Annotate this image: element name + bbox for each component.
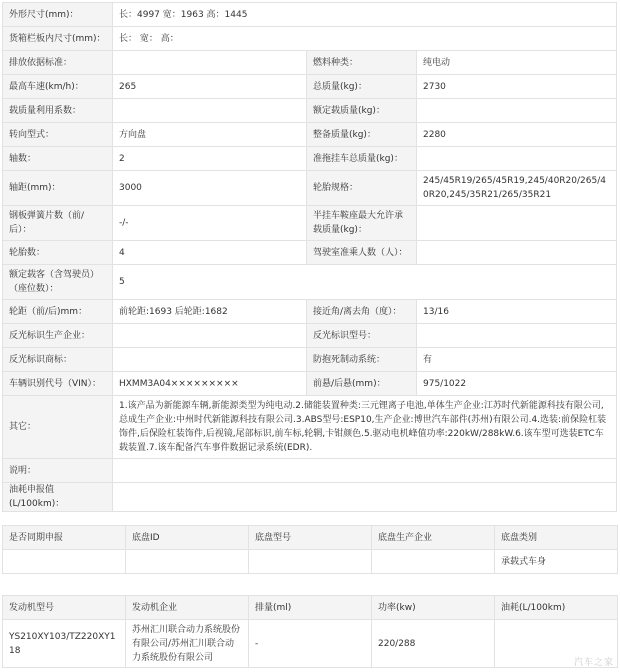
spec-row	[3, 27, 617, 51]
overhang-label: 前悬/后悬(mm)：	[307, 372, 417, 396]
fuel-value: 纯电动	[417, 51, 617, 75]
chassis-cell	[126, 550, 249, 574]
axles-value: 2	[113, 147, 307, 171]
engine-header: 排量(ml)	[249, 596, 372, 620]
tyre-label: 轮胎规格：	[307, 171, 417, 206]
engine-cell: -	[249, 620, 372, 668]
spring-value: -/-	[113, 206, 307, 241]
chassis-header: 底盘型号	[249, 526, 372, 550]
chassis-cell	[372, 550, 495, 574]
reflector-model-label: 反光标识型号：	[307, 324, 417, 348]
total-mass-label: 总质量(kg)：	[307, 75, 417, 99]
engine-header: 油耗(L/100km)	[495, 596, 618, 620]
axles-label: 轴数：	[3, 147, 113, 171]
chassis-table	[2, 525, 618, 574]
load-util-value	[113, 99, 307, 123]
chassis-cell: 承载式车身	[495, 550, 618, 574]
engine-header: 发动机型号	[3, 596, 126, 620]
curb-mass-value: 2280	[417, 123, 617, 147]
overhang-value: 975/1022	[417, 372, 617, 396]
chassis-header: 底盘ID	[126, 526, 249, 550]
rated-load-label: 额定载质量(kg)：	[307, 99, 417, 123]
spec-row	[3, 206, 617, 241]
cargo-value: 长： 宽： 高：	[113, 27, 617, 51]
engine-cell: YS210XY103/TZ220XY118	[3, 620, 126, 668]
load-util-label: 载质量利用系数：	[3, 99, 113, 123]
fuel-consumption-value	[113, 483, 617, 512]
spec-row	[3, 372, 617, 396]
fuel-consumption-label: 油耗申报值(L/100km)：	[3, 483, 113, 512]
chassis-header: 底盘生产企业	[372, 526, 495, 550]
reflector-maker-value	[113, 324, 307, 348]
cargo-label: 货箱栏板内尺寸(mm)：	[3, 27, 113, 51]
spec-row	[3, 241, 617, 265]
other-value: 1.该产品为新能源车辆,新能源类型为纯电动.2.储能装置种类:三元锂离子电池,单体生产企业:江苏时代新能源科技有限公司,总成生产企业:中州时代新能源科技有限公司.3.ABS型号:ESP10,生产企业:博世汽车部件(苏州)有限公司.4.选装:前保险杠装饰件,后保险杠装饰件,后视镜,尾部标识,前车标,轮辋,卡钳颜色.5.驱动电机峰值功率:220kW/288kW.6.该车型可选装ETC车载装置.7.该车配备汽车事件数据记录系统(EDR).	[113, 396, 617, 459]
approach-label: 接近角/离去角（度）：	[307, 300, 417, 324]
watermark-logo: 汽车之家	[573, 658, 614, 668]
max-speed-value: 265	[113, 75, 307, 99]
spec-row	[3, 348, 617, 372]
rated-passengers-label: 额定载客（含驾驶员）（座位数）：	[3, 265, 113, 300]
spring-label: 钢板弹簧片数（前/后）：	[3, 206, 113, 241]
engine-cell: 苏州汇川联合动力系统股份有限公司/苏州汇川联合动力系统股份有限公司	[126, 620, 249, 668]
rated-passengers-value: 5	[113, 265, 617, 300]
abs-label: 防抱死制动系统：	[307, 348, 417, 372]
spec-row	[3, 3, 617, 27]
engine-header-row	[3, 596, 618, 620]
spec-row	[3, 483, 617, 512]
wheelbase-label: 轴距(mm)：	[3, 171, 113, 206]
dimensions-label: 外形尺寸(mm)：	[3, 3, 113, 27]
chassis-cell	[249, 550, 372, 574]
saddle-label: 半挂车鞍座最大允许承载质量(kg)：	[307, 206, 417, 241]
saddle-value	[417, 206, 617, 241]
remark-value	[113, 459, 617, 483]
reflector-model-value	[417, 324, 617, 348]
spec-row	[3, 459, 617, 483]
engine-header: 发动机企业	[126, 596, 249, 620]
steering-label: 转向型式：	[3, 123, 113, 147]
chassis-cell	[3, 550, 126, 574]
engine-table	[2, 595, 618, 668]
spec-row	[3, 75, 617, 99]
trailer-mass-label: 准拖挂车总质量(kg)：	[307, 147, 417, 171]
curb-mass-label: 整备质量(kg)：	[307, 123, 417, 147]
total-mass-value: 2730	[417, 75, 617, 99]
tyre-value: 245/45R19/265/45R19,245/40R20/265/40R20,245/35R21/265/35R21	[417, 171, 617, 206]
vehicle-spec-table	[2, 2, 617, 512]
tyres-count-label: 轮胎数：	[3, 241, 113, 265]
engine-header: 功率(kw)	[372, 596, 495, 620]
rated-load-value	[417, 99, 617, 123]
cab-seats-label: 驾驶室准乘人数（人）：	[307, 241, 417, 265]
cab-seats-value	[417, 241, 617, 265]
fuel-label: 燃料种类：	[307, 51, 417, 75]
chassis-row	[3, 550, 618, 574]
spec-row	[3, 171, 617, 206]
emission-value	[113, 51, 307, 75]
chassis-header: 是否同期申报	[3, 526, 126, 550]
tyres-count-value: 4	[113, 241, 307, 265]
vin-value: HXMM3A04×××××××××	[113, 372, 307, 396]
remark-label: 说明：	[3, 459, 113, 483]
spec-row	[3, 123, 617, 147]
chassis-header-row	[3, 526, 618, 550]
chassis-header: 底盘类别	[495, 526, 618, 550]
spec-row	[3, 51, 617, 75]
trailer-mass-value	[417, 147, 617, 171]
spec-row	[3, 99, 617, 123]
track-label: 轮距（前/后)mm：	[3, 300, 113, 324]
emission-label: 排放依据标准：	[3, 51, 113, 75]
spec-row	[3, 396, 617, 459]
max-speed-label: 最高车速(km/h)：	[3, 75, 113, 99]
spec-row	[3, 324, 617, 348]
spec-row	[3, 147, 617, 171]
track-value: 前轮距:1693 后轮距:1682	[113, 300, 307, 324]
engine-cell: 220/288	[372, 620, 495, 668]
reflector-brand-label: 反光标识商标：	[3, 348, 113, 372]
wheelbase-value: 3000	[113, 171, 307, 206]
spec-row	[3, 265, 617, 300]
abs-value: 有	[417, 348, 617, 372]
reflector-brand-value	[113, 348, 307, 372]
reflector-maker-label: 反光标识生产企业：	[3, 324, 113, 348]
engine-row	[3, 620, 618, 668]
vin-label: 车辆识别代号（VIN）：	[3, 372, 113, 396]
dimensions-value: 长：4997 宽：1963 高：1445	[113, 3, 617, 27]
steering-value: 方向盘	[113, 123, 307, 147]
approach-value: 13/16	[417, 300, 617, 324]
other-label: 其它：	[3, 396, 113, 459]
spec-row	[3, 300, 617, 324]
